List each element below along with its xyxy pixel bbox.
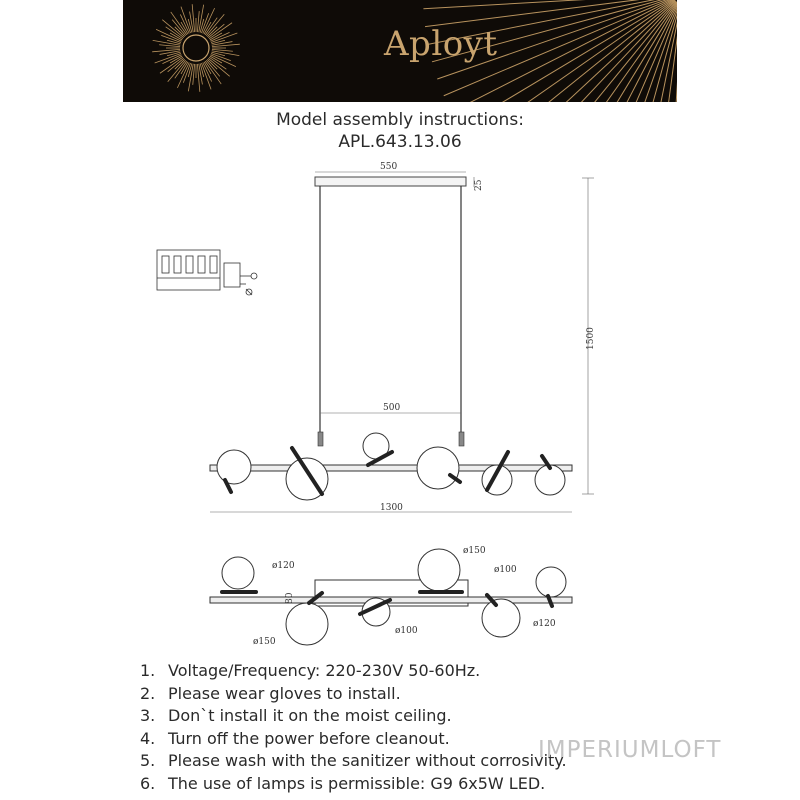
brand-name: Aployt <box>384 24 498 64</box>
glass-shade <box>217 450 251 484</box>
hanger-spacing-label: 500 <box>383 403 401 413</box>
shade-diameter-bottom-center: ø100 <box>395 626 418 636</box>
instruction-item: 1. Voltage/Frequency: 220-230V 50-60Hz. <box>140 661 481 680</box>
glass-shade <box>536 567 566 597</box>
front-view-bar <box>210 465 572 471</box>
glass-shade <box>222 557 254 589</box>
instruction-item: 5. Please wash with the sanitizer without corrosivity. <box>140 751 567 770</box>
glass-shade <box>286 603 328 645</box>
shade-diameter-top-center: ø150 <box>463 546 486 556</box>
ceiling-canopy <box>315 177 466 186</box>
shade-diameter-bottom-left: ø150 <box>253 637 276 647</box>
shade-diameter-bottom-right: ø120 <box>533 619 556 629</box>
watermark: IMPERIUMLOFT <box>538 737 722 763</box>
total-length-label: 1300 <box>380 503 403 513</box>
canopy-height-label: 25 <box>474 179 484 191</box>
shade-diameter-top-right: ø100 <box>494 565 517 575</box>
instruction-item: 4. Turn off the power before cleanout. <box>140 728 450 748</box>
total-height-label: 1500 <box>586 327 596 350</box>
shade-diameter-top-left: ø120 <box>272 561 295 571</box>
bar-height-label: 80 <box>285 592 295 604</box>
canopy-width-label: 550 <box>380 162 398 172</box>
glass-shade <box>418 549 460 591</box>
instruction-item: 6. The use of lamps is permissible: G9 6x5W LED. <box>140 773 546 793</box>
glass-shade <box>482 599 520 637</box>
glass-shade <box>417 447 459 489</box>
instruction-list <box>140 660 567 795</box>
instruction-item: 2. Please wear gloves to install. <box>140 683 401 703</box>
instruction-item: 3. Don`t install it on the moist ceiling. <box>140 706 452 725</box>
page-title: Model assembly instructions: <box>276 110 524 130</box>
model-number: APL.643.13.06 <box>338 132 462 152</box>
wiring-diagram <box>157 250 257 295</box>
